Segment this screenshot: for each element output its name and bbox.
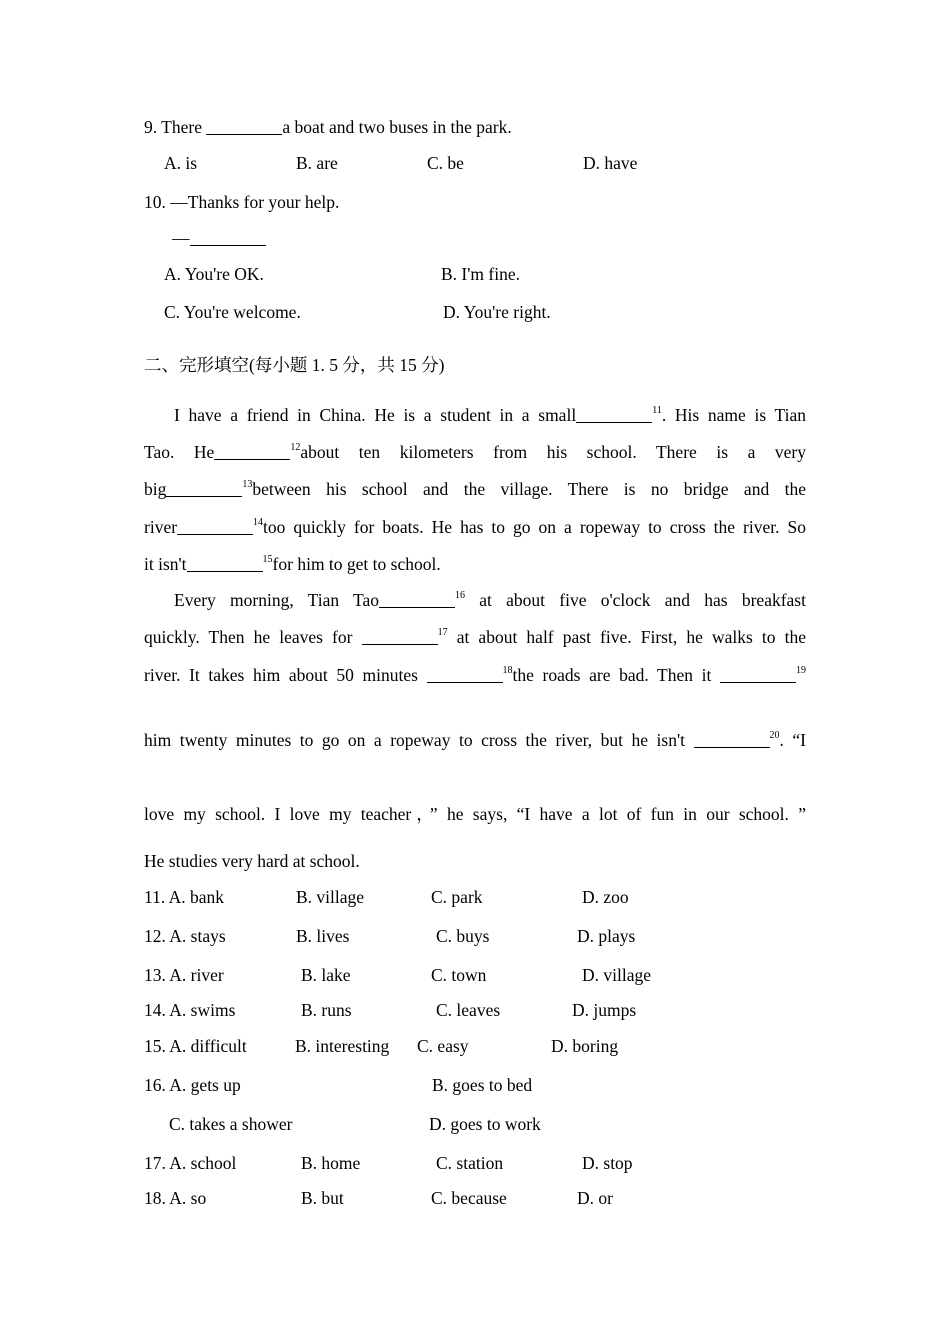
q9-option-d: D. have [583,153,638,173]
choice-16-c: C. takes a shower [169,1114,293,1134]
passage-line: it isn't $^{15}$for him to get to school. [144,554,441,574]
q9-option-c: C. be [427,153,464,173]
choice-12-a: 12. A. stays [144,926,226,946]
passage-line: big $^{13}$between his school and the village. There is no bridge and the [144,479,806,499]
passage-line: river. It takes him about 50 minutes $^{18}$the roads are bad. Then it $^{19}$ [144,665,807,685]
question-10-reply: — [172,230,266,248]
passage-line: quickly. Then he leaves for $^{17}$ at about half past five. First, he walks to the [144,627,806,647]
choice-13-c: C. town [431,965,487,985]
choice-18-d: D. or [577,1188,613,1208]
q10-option-b: B. I'm fine. [441,264,520,284]
choice-16-d: D. goes to work [429,1114,541,1134]
choice-17-a: 17. A. school [144,1153,237,1173]
passage-line: river $^{14}$too quickly for boats. He has to go on a ropeway to cross the river. So [144,517,806,537]
choice-15-a: 15. A. difficult [144,1036,247,1056]
choice-12-b: B. lives [296,926,350,946]
q10-option-a: A. You're OK. [164,264,264,284]
choice-17-d: D. stop [582,1153,633,1173]
choice-17-c: C. station [436,1153,504,1173]
choice-12-d: D. plays [577,926,636,946]
passage-line: Every morning, Tian Tao $^{16}$ at about five o'clock and has breakfast [174,590,806,610]
choice-18-a: 18. A. so [144,1188,207,1208]
passage-line: him twenty minutes to go on a ropeway to cross the river, but he isn't $^{20}$. “I [144,730,806,750]
q10-option-d: D. You're right. [443,302,551,322]
question-10-stem: 10. —Thanks for your help. [144,192,340,212]
choice-11-a: 11. A. bank [144,887,225,907]
choice-14-c: C. leaves [436,1000,501,1020]
choice-15-b: B. interesting [295,1036,390,1056]
passage-line: He studies very hard at school. [144,851,360,871]
choice-18-c: C. because [431,1188,507,1208]
q9-option-a: A. is [164,153,198,173]
choice-12-c: C. buys [436,926,490,946]
choice-16-a: 16. A. gets up [144,1075,241,1095]
choice-13-b: B. lake [301,965,351,985]
question-9-stem: 9. There a boat and two buses in the park. [144,117,512,137]
choice-18-b: B. but [301,1188,344,1208]
choice-13-d: D. village [582,965,652,985]
choice-16-b: B. goes to bed [432,1075,533,1095]
choice-11-b: B. village [296,887,365,907]
choice-15-d: D. boring [551,1036,619,1056]
choice-14-d: D. jumps [572,1000,637,1020]
choice-14-a: 14. A. swims [144,1000,236,1020]
choice-14-b: B. runs [301,1000,352,1020]
passage-line: I have a friend in China. He is a student in a small $^{11}$. His name is Tian [174,405,806,425]
choice-11-c: C. park [431,887,483,907]
choice-17-b: B. home [301,1153,361,1173]
choice-13-a: 13. A. river [144,965,224,985]
choice-11-d: D. zoo [582,887,629,907]
passage-line: love my school. I love my teacher，” he says, “I have a lot of fun in our school. ” [144,804,806,824]
q9-option-b: B. are [296,153,338,173]
passage-line: Tao. He $^{12}$about ten kilometers from his school. There is a very [144,442,807,462]
section-2-title: 二、完形填空(每小题 1. 5 分，共 15 分) [144,355,445,375]
q10-option-c: C. You're welcome. [164,302,301,322]
choice-15-c: C. easy [417,1036,469,1056]
